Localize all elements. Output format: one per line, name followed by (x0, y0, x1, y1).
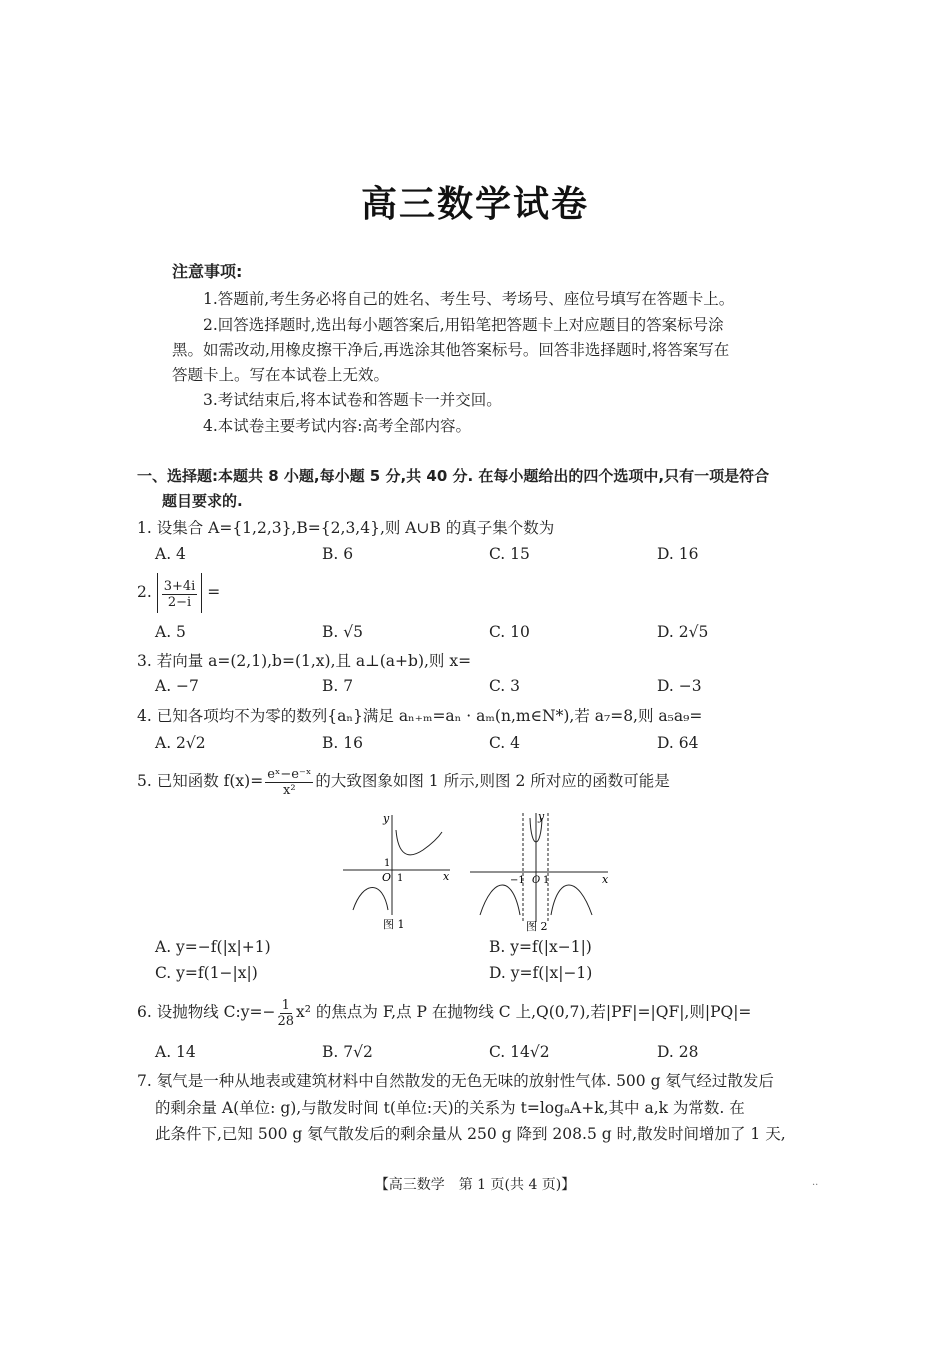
q2-option-b: B. √5 (322, 623, 363, 641)
axis-x-label: x (443, 870, 450, 883)
q1-option-b: B. 6 (322, 545, 354, 563)
question-7-stem-cont: 的剩余量 A(单位: g),与散发时间 t(单位:天)的关系为 t=logₐA+k,其中 a,k 为常数. 在 (155, 1099, 745, 1117)
q4-option-a: A. 2√2 (155, 734, 206, 752)
question-2-stem (137, 572, 220, 613)
axis-x-label: x (602, 873, 609, 886)
section-heading-cont: 题目要求的. (162, 492, 243, 510)
q5-suffix: 的大致图象如图 1 所示,则图 2 所对应的函数可能是 (315, 772, 670, 790)
numerator: 1 (281, 997, 290, 1013)
denominator: 28 (277, 1013, 295, 1029)
q4-option-b: B. 16 (322, 734, 363, 752)
notice-heading: 注意事项: (172, 262, 243, 281)
scan-mark: ·· (812, 1180, 819, 1191)
q3-option-b: B. 7 (322, 677, 354, 695)
section-heading: 一、选择题:本题共 8 小题,每小题 5 分,共 40 分. 在每小题给出的四个选项中,只有一项是符合 (137, 467, 770, 485)
question-5-stem (137, 762, 670, 800)
q1-option-d: D. 16 (657, 545, 699, 563)
numerator: eˣ−e⁻ˣ (267, 766, 312, 782)
q5-option-d: D. y=f(|x|−1) (489, 964, 593, 982)
q1-option-c: C. 15 (489, 545, 530, 563)
figure-1-caption: 图 1 (383, 918, 405, 931)
curve-right (396, 830, 442, 855)
q6-suffix: x² 的焦点为 F,点 P 在抛物线 C 上,Q(0,7),若|PF|=|QF|,则|PQ|= (296, 1003, 752, 1021)
page-title: 高三数学试卷 (360, 184, 589, 225)
question-1-stem: 1. 设集合 A={1,2,3},B={2,3,4},则 A∪B 的真子集个数为 (137, 519, 555, 537)
q2-option-c: C. 10 (489, 623, 530, 641)
notice-line: 4.本试卷主要考试内容:高考全部内容。 (203, 417, 472, 435)
page-footer: 【高三数学 第 1 页(共 4 页)】 (374, 1177, 576, 1193)
denominator: x² (283, 782, 296, 798)
figure-2-graph (468, 810, 613, 935)
tick-label: −1 (510, 875, 525, 886)
figure-2-caption: 图 2 (526, 920, 548, 933)
numerator: 3+4i (163, 578, 196, 594)
q5-prefix: 5. 已知函数 f(x)= (137, 772, 264, 790)
q5-option-a: A. y=−f(|x|+1) (155, 938, 271, 956)
notice-line: 2.回答选择题时,选出每小题答案后,用铅笔把答题卡上对应题目的答案标号涂 (203, 316, 724, 334)
q6-option-c: C. 14√2 (489, 1043, 550, 1061)
figure-1-graph (338, 810, 458, 935)
question-4-stem: 4. 已知各项均不为零的数列{aₙ}满足 aₙ₊ₘ=aₙ · aₘ(n,m∈N*),若 a₇=8,则 a₅a₉= (137, 707, 703, 725)
q5-option-b: B. y=f(|x−1|) (489, 938, 592, 956)
q1-option-a: A. 4 (155, 545, 186, 563)
q4-option-c: C. 4 (489, 734, 521, 752)
fraction (162, 579, 198, 610)
q2-option-a: A. 5 (155, 623, 186, 641)
q3-option-c: C. 3 (489, 677, 521, 695)
curve-left (353, 888, 388, 911)
q6-option-d: D. 28 (657, 1043, 699, 1061)
question-6-stem (137, 993, 751, 1031)
tick-label: 1 (397, 873, 404, 884)
fraction (277, 998, 294, 1029)
tick-label: 1 (543, 875, 550, 886)
fraction (265, 767, 313, 798)
q2-option-d: D. 2√5 (657, 623, 709, 641)
origin-label: O (382, 871, 392, 884)
q2-suffix: = (207, 583, 221, 601)
axis-y-label: y (538, 810, 545, 823)
q4-option-d: D. 64 (657, 734, 699, 752)
tick-label: 1 (384, 858, 391, 869)
q6-prefix: 6. 设抛物线 C:y=− (137, 1003, 276, 1021)
notice-line: 黑。如需改动,用橡皮擦干净后,再选涂其他答案标号。回答非选择题时,将答案写在 (172, 341, 730, 359)
q3-option-d: D. −3 (657, 677, 702, 695)
curve-left (480, 885, 520, 915)
notice-line: 3.考试结束后,将本试卷和答题卡一并交回。 (203, 391, 502, 409)
curve-right (551, 885, 592, 915)
question-7-stem-cont: 此条件下,已知 500 g 氡气散发后的剩余量从 250 g 降到 208.5 g 时,散发时间增加了 1 天, (155, 1125, 786, 1143)
question-3-stem: 3. 若向量 a=(2,1),b=(1,x),且 a⊥(a+b),则 x= (137, 652, 472, 670)
q5-option-c: C. y=f(1−|x|) (155, 964, 258, 982)
q6-option-a: A. 14 (155, 1043, 196, 1061)
notice-line: 1.答题前,考生务必将自己的姓名、考生号、考场号、座位号填写在答题卡上。 (203, 290, 735, 308)
q6-option-b: B. 7√2 (322, 1043, 373, 1061)
question-7-stem: 7. 氡气是一种从地表或建筑材料中自然散发的无色无味的放射性气体. 500 g 氡气经过散发后 (137, 1072, 774, 1090)
denominator: 2−i (167, 594, 192, 610)
notice-line: 答题卡上。写在本试卷上无效。 (172, 366, 390, 384)
axis-y-label: y (383, 812, 390, 825)
q2-prefix: 2. (137, 583, 152, 601)
abs-value (157, 573, 203, 613)
origin-label: O (532, 875, 541, 886)
q3-option-a: A. −7 (155, 677, 199, 695)
